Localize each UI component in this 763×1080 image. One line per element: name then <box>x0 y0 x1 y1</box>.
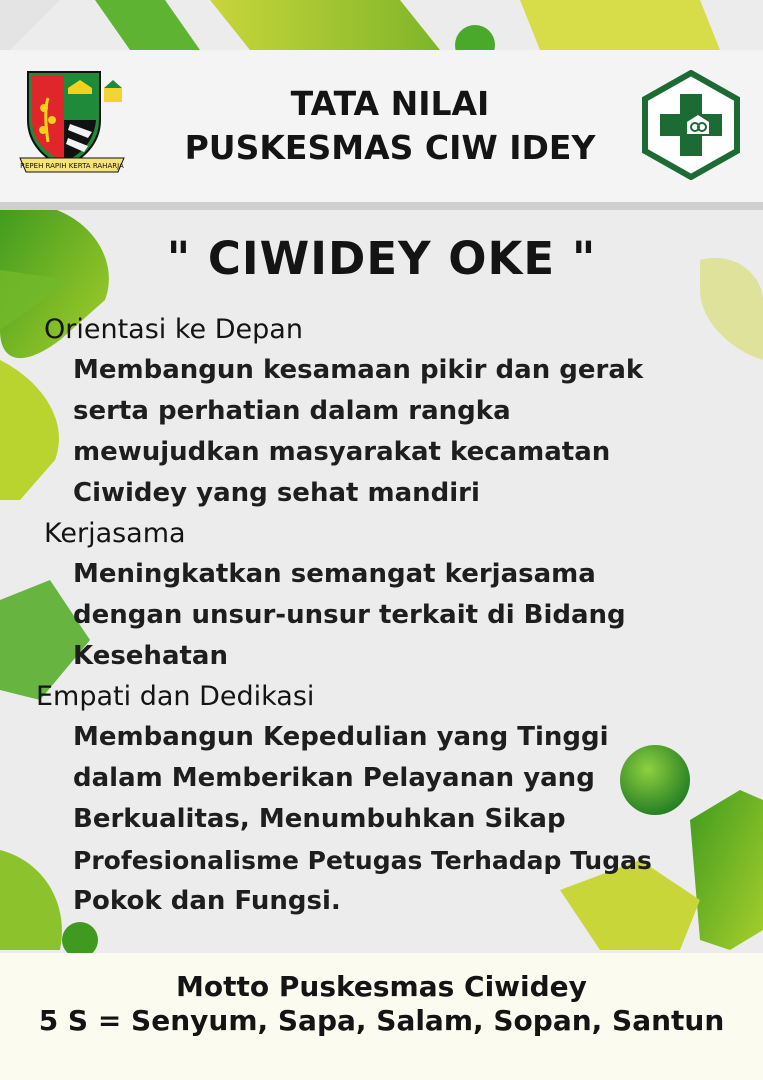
value-heading: Kerjasama <box>44 518 186 549</box>
page-title <box>140 82 640 170</box>
value-line: dalam Memberikan Pelayanan yang <box>73 763 595 793</box>
motto-title: Motto Puskesmas Ciwidey <box>176 970 587 1003</box>
slogan: " CIWIDEY OKE " <box>166 232 597 285</box>
value-line: Membangun Kepedulian yang Tinggi <box>73 722 609 752</box>
value-section-empati <box>0 677 763 922</box>
value-line: serta perhatian dalam rangka <box>73 396 511 426</box>
value-line: Ciwidey yang sehat mandiri <box>73 478 480 508</box>
puskesmas-logo <box>642 70 740 180</box>
motto <box>0 970 763 1038</box>
crest-motto: REPEH RAPIH KERTA RAHARJA <box>20 162 124 170</box>
value-line: Profesionalisme Petugas Terhadap Tugas <box>73 846 652 875</box>
value-line: Membangun kesamaan pikir dan gerak <box>73 355 644 385</box>
value-line: Kesehatan <box>73 641 228 671</box>
value-line: Pokok dan Fungsi. <box>73 886 341 916</box>
value-line: mewujudkan masyarakat kecamatan <box>73 437 611 467</box>
value-line: dengan unsur-unsur terkait di Bidang <box>73 600 626 630</box>
value-line: Berkualitas, Menumbuhkan Sikap <box>73 804 566 834</box>
title-line-1: TATA NILAI <box>290 84 490 123</box>
title-line-2: PUSKESMAS CIW IDEY <box>184 128 596 167</box>
value-section-kerjasama <box>0 514 763 677</box>
values-list <box>0 310 763 922</box>
motto-line: 5 S = Senyum, Sapa, Salam, Sopan, Santun <box>38 1004 725 1037</box>
header-divider <box>0 202 763 210</box>
value-section-orientasi <box>0 310 763 514</box>
value-line: Meningkatkan semangat kerjasama <box>73 559 596 589</box>
value-heading: Orientasi ke Depan <box>44 314 303 345</box>
kabupaten-crest-logo <box>18 68 126 174</box>
value-heading: Empati dan Dedikasi <box>36 681 315 712</box>
